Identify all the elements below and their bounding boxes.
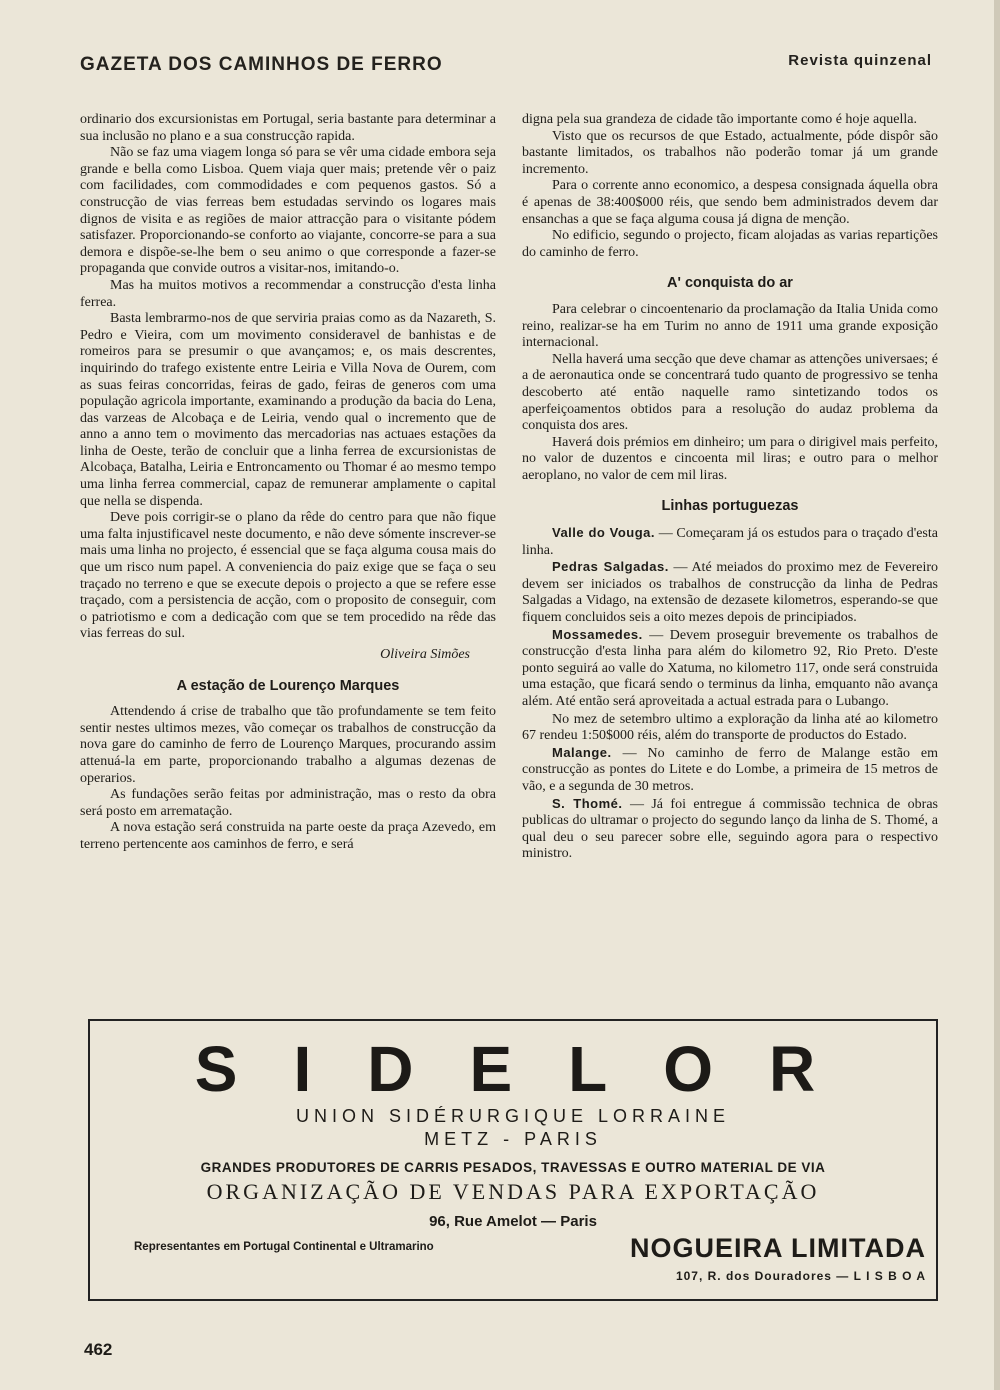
paragraph: Attendendo á crise de trabalho que tão profundamente se tem feito sentir nestes ultimos mezes, vão começar os trabalhos de construcção da nova gare do caminho de ferro de Lourenço Marques, procurando assim attenuá-la em parte, proporcionando trabalho a algumas dezenas de operarios. [80, 704, 496, 786]
news-item [522, 745, 938, 796]
paragraph: As fundações serão feitas por administração, mas o resto da obra será posto em arrematação. [80, 787, 496, 819]
publication-title: GAZETA DOS CAMINHOS DE FERRO [80, 54, 443, 75]
paragraph: ordinario dos excursionistas em Portugal, seria bastante para determinar a sua inclusão no plano e a sua construcção rapida. [80, 112, 496, 144]
page-number: 462 [84, 1340, 113, 1359]
paragraph: Basta lembrarmo-nos de que serviria praias como as da Nazareth, S. Pedro e Vieira, com um movimento consideravel de banhistas e de romeiros para se presumir o que avançamos; e, os mais descrentes, inquirindo do trafego existente entre Leiria e Villa Nova de Ourem, com as suas feiras concorridas, feiras de gado, feiras de generos com uma população agricola importante, examinando a produção da bacia do Lena, das varzeas de Alcobaça e de Leiria, vendo qual o incremento que de anno a anno tem o movimento das mercadorias nas actuaes estações da linha de Oeste, terão de concluir que a linha ferrea de excursionistas de Alcobaça, Batalha, Leiria e Entroncamento ou Thomar é ao mesmo tempo uma linha ferrea commercial, capaz de remunerar amplamente o capital que nella se dispenda. [80, 311, 496, 509]
publication-subtitle: Revista quinzenal [788, 52, 932, 69]
ad-cities: METZ - PARIS [424, 1129, 602, 1149]
paragraph: digna pela sua grandeza de cidade tão importante como é hoje aquella. [522, 112, 917, 127]
paragraph: A nova estação será construida na parte oeste da praça Azevedo, em terreno pertencente aos caminhos de ferro, e será [80, 820, 496, 852]
section-title: A' conquista do ar [667, 275, 793, 292]
section-title: Linhas portuguezas [661, 498, 799, 515]
ad-company-name: NOGUEIRA LIMITADA [630, 1233, 926, 1263]
ad-representatives-block [134, 1233, 926, 1293]
paragraph: Para celebrar o cincoentenario da proclamação da Italia Unida como reino, realizar-se ha em Turim no anno de 1911 uma grande exposição internacional. [522, 301, 938, 351]
paragraph: Nella haverá uma secção que deve chamar as attenções universaes; é a de aeronautica onde se concentrará tudo quanto de progressivo se tenha descoberto até então naquelle ramo sintetizando todos os aperfeiçoamentos obtidos para a resolução do audaz problema da conquista dos ares. [522, 351, 938, 434]
paragraph: No edificio, segundo o projecto, ficam alojadas as varias repartições do caminho de ferro. [522, 228, 938, 260]
page-edge [994, 0, 1000, 1390]
news-item [522, 796, 938, 863]
paragraph: Deve pois corrigir-se o plano da rêde do centro para que não fique uma falta injustificavel neste documento, e não deve sómente inscrever-se mais uma linha no projecto, é essencial que se faça alguma cousa mais do que um risco num papel. A conveniencia do paiz exige que se faça o seu traçado no terreno e que se execute depois o projecto a que se refere esse traçado, com a persistencia de acção, com o proposito de conseguir, com o patriotismo e com a dedicação com que se tem procedido na rêde das vias ferreas do sul. [80, 510, 496, 642]
ad-brand-logo: SIDELOR [194, 1033, 872, 1105]
author-signature: Oliveira Simões [380, 647, 470, 662]
news-lead: Mossamedes. [552, 626, 643, 642]
paragraph: Haverá dois prémios em dinheiro; um para o dirigivel mais perfeito, no valor de duzentos e cincoenta mil liras; e outro para o melhor aeroplano, no valor de cem mil liras. [522, 434, 938, 483]
news-item [522, 559, 938, 626]
left-column [80, 112, 496, 854]
ad-products: GRANDES PRODUTORES DE CARRIS PESADOS, TRAVESSAS E OUTRO MATERIAL DE VIA [200, 1160, 826, 1175]
ad-paris-address: 96, Rue Amelot — Paris [429, 1213, 597, 1230]
advertisement-box [88, 1019, 938, 1301]
news-text: — Até meiados do proximo mez de Fevereiro devem ser iniciados os trabalhos de construcção da linha de Pedras Salgadas a Vidago, na extensão de dezasete kilometros, esperando-se que fiquem concluidos seis a oito mezes depois de principiados. [522, 560, 939, 626]
right-column [522, 112, 938, 863]
paragraph: Visto que os recursos de que Estado, actualmente, póde dispôr são bastante limitados, os trabalhos não poderão tomar já um grande incremento. [522, 128, 938, 177]
news-item [522, 627, 938, 711]
news-item [522, 525, 938, 559]
paragraph: Mas ha muitos motivos a recommendar a construcção d'esta linha ferrea. [80, 277, 496, 310]
paragraph: Para o corrente anno economico, a despesa consignada áquella obra é apenas de 38:400$000 réis, que sendo bem administrados devem dar ensanchas a que se faça alguma cousa já digna de menção. [522, 178, 938, 227]
news-text: — Começaram já os estudos para o traçado d'esta linha. [522, 526, 938, 558]
news-lead: Pedras Salgadas. [552, 559, 669, 575]
ad-subtitle: UNION SIDÉRURGIQUE LORRAINE [295, 1106, 731, 1126]
news-lead: S. Thomé. [552, 795, 623, 811]
news-text: — No caminho de ferro de Malange estão em construcção as pontes do Litete e do Lombe, a primeira de 15 metros de vão, e a segunda de 30 metros. [522, 745, 938, 794]
paragraph: Não se faz uma viagem longa só para se vêr uma cidade embora seja grande e bella como Lisboa. Quem viaja quer mais; pretende vêr o paiz com facilidades, com commodidades e com pequenos gastos. Só a construcção de vias ferreas bem estudadas servindo os logares mais dignos de visita e as regiões de maior attracção para o visitante pódem satisfazer. Proporcionando-se conforto ao viajante, concorre-se para a sua demora e dispõe-se-lhe bem o seu animo o que corresponde a fazer-se propaganda que convide outros a visitar-nos, imitando-o. [80, 145, 496, 277]
ad-company-address: 107, R. dos Douradores — L I S B O A [675, 1269, 926, 1283]
news-lead: Malange. [552, 744, 612, 760]
ad-export-line: ORGANIZAÇÃO DE VENDAS PARA EXPORTAÇÃO [206, 1179, 820, 1204]
news-text: No mez de setembro ultimo a exploração da linha até ao kilometro 67 rendeu 1:50$000 réis, além do transporte de productos do Estado. [522, 711, 938, 744]
news-text: — Devem proseguir brevemente os trabalhos de construcção d'esta linha para além do kilometro 92, Rio Preto. D'este ponto seguirá ao valle do Xatuma, no kilometro 117, onde será construida uma estação, que ficará sendo o terminus da linha, emquanto não avança além. Até então será aproveitada a actual estrada para o Lubango. [522, 627, 938, 709]
news-lead: Valle do Vouga. [552, 525, 655, 541]
news-item [522, 711, 938, 745]
section-title: A estação de Lourenço Marques [176, 677, 400, 694]
ad-representatives-label: Representantes em Portugal Continental e Ultramarino [134, 1241, 434, 1253]
news-text: — Já foi entregue á commissão technica de obras publicas do ultramar o projecto do segundo lanço da linha de S. Thomé, a qual deu o seu parecer sobre elle, seguindo agora para o respectivo ministro. [522, 796, 938, 862]
